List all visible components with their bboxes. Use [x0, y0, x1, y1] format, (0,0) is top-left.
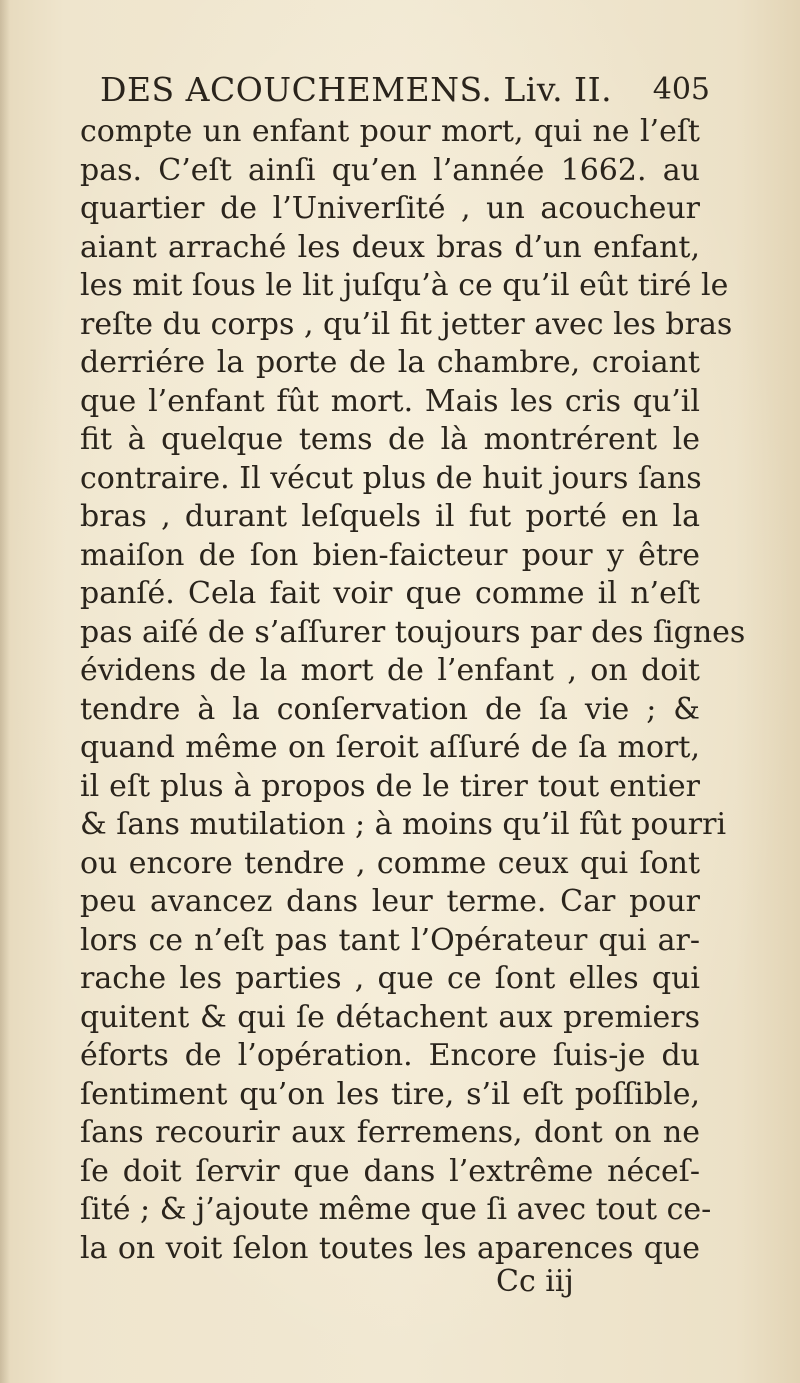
text-line: aiant arraché les deux bras d’un enfant,	[80, 229, 700, 265]
text-line: bras , durant leſquels il fut porté en la	[80, 499, 700, 534]
text-line: & ſans mutilation ; à moins qu’il fût pourri	[80, 807, 727, 842]
text-line: ſité ; & j’ajoute même que ſi avec tout ce-	[80, 1192, 712, 1227]
text-line: contraire. Il vécut plus de huit jours ſans	[80, 460, 702, 496]
text-line: évidens de la mort de l’enfant , on doit	[80, 653, 700, 688]
text-line: la on voit ſelon toutes les aparences que	[80, 1230, 700, 1266]
text-line: rache les parties , que ce ſont elles qui	[80, 961, 700, 996]
text-line: panſé. Cela fait voir que comme il n’eſt	[80, 576, 700, 611]
text-line: éforts de l’opération. Encore ſuis-je du	[80, 1038, 700, 1073]
signature-mark: Cc iij	[496, 1264, 574, 1299]
text-line: ſans recourir aux ferremens, dont on ne	[80, 1115, 700, 1150]
text-line: derriére la porte de la chambre, croiant	[80, 345, 700, 380]
text-line: quand même on ſeroit aſſuré de ſa mort,	[80, 730, 700, 765]
text-line: reſte du corps , qu’il fit jetter avec les bras	[80, 306, 733, 342]
text-line: il eſt plus à propos de le tirer tout entier	[80, 768, 700, 804]
text-line: tendre à la conſervation de ſa vie ; &	[80, 691, 700, 727]
text-line: quitent & qui ſe détachent aux premiers	[80, 999, 700, 1035]
text-line: les mit ſous le lit juſqu’à ce qu’il eût tiré le	[80, 268, 729, 303]
body-text	[80, 113, 746, 1268]
text-line: que l’enfant fût mort. Mais les cris qu’il	[80, 383, 700, 419]
running-title: DES ACOUCHEMENS. Liv. II.	[100, 70, 613, 109]
page-number: 405	[652, 72, 710, 107]
text-line: maiſon de ſon bien-faicteur pour y être	[80, 537, 700, 573]
text-line: ſe doit ſervir que dans l’extrême néceſ-	[80, 1153, 700, 1189]
text-line: fit à quelque tems de là montrérent le	[80, 422, 700, 457]
text-line: lors ce n’eſt pas tant l’Opérateur qui ar-	[80, 922, 700, 958]
text-line: ſentiment qu’on les tire, s’il eſt poſſible,	[80, 1076, 700, 1112]
text-line: pas. C’eſt ainſi qu’en l’année 1662. au	[80, 152, 700, 188]
text-line: ou encore tendre , comme ceux qui ſont	[80, 845, 700, 881]
page-edge-shadow	[0, 0, 10, 1383]
text-line: pas aiſé de s’aſſurer toujours par des ſignes	[80, 614, 746, 650]
text-line: quartier de l’Univerſité , un acoucheur	[80, 191, 700, 226]
text-line: peu avancez dans leur terme. Car pour	[80, 884, 700, 919]
text-line: compte un enfant pour mort, qui ne l’eſt	[80, 114, 700, 149]
